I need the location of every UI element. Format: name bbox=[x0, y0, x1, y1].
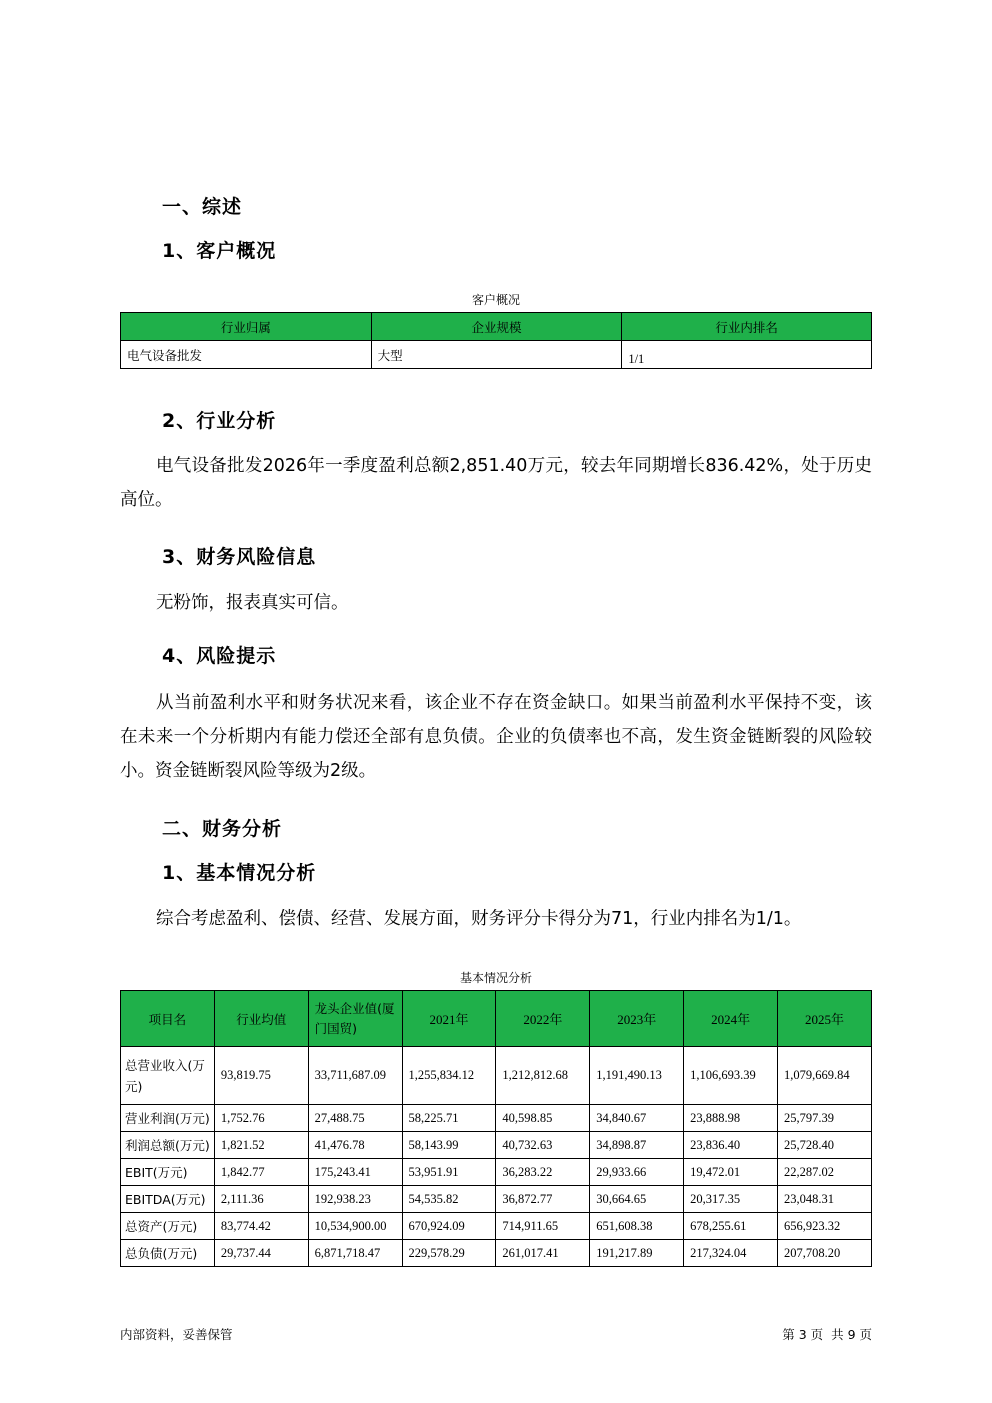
customer-overview-table bbox=[120, 312, 872, 369]
table-header-row bbox=[121, 991, 872, 1047]
table-header-cell: 龙头企业值(厦门国贸) bbox=[308, 991, 402, 1047]
table-cell: 191,217.89 bbox=[590, 1240, 684, 1267]
table-cell: 1,079,669.84 bbox=[778, 1047, 872, 1105]
footer-page-number: 第 3 页 共 9 页 bbox=[782, 1327, 872, 1342]
table-cell: 34,898.87 bbox=[590, 1132, 684, 1159]
table-cell: 22,287.02 bbox=[778, 1159, 872, 1186]
table-cell: 41,476.78 bbox=[308, 1132, 402, 1159]
table-row bbox=[121, 1186, 872, 1213]
table-header-cell: 2022年 bbox=[496, 991, 590, 1047]
table-cell: 53,951.91 bbox=[402, 1159, 496, 1186]
table-cell: 1/1 bbox=[622, 341, 872, 369]
table-cell: 40,598.85 bbox=[496, 1105, 590, 1132]
table-cell: 23,836.40 bbox=[684, 1132, 778, 1159]
table-cell: 25,797.39 bbox=[778, 1105, 872, 1132]
row-label: 营业利润(万元) bbox=[121, 1105, 215, 1132]
table-cell: 大型 bbox=[371, 341, 622, 369]
table-cell: 656,923.32 bbox=[778, 1213, 872, 1240]
table-cell: 6,871,718.47 bbox=[308, 1240, 402, 1267]
table-row bbox=[121, 1213, 872, 1240]
table-cell: 192,938.23 bbox=[308, 1186, 402, 1213]
subheading-basic-analysis: 1、基本情况分析 bbox=[162, 862, 317, 884]
table-cell: 27,488.75 bbox=[308, 1105, 402, 1132]
table-header-cell: 2021年 bbox=[402, 991, 496, 1047]
table-cell: 1,821.52 bbox=[214, 1132, 308, 1159]
table-row bbox=[121, 1240, 872, 1267]
table-cell: 651,608.38 bbox=[590, 1213, 684, 1240]
industry-analysis-text: 电气设备批发2026年一季度盈利总额2,851.40万元，较去年同期增长836.42%，处于历史高位。 bbox=[120, 456, 872, 510]
table-cell: 30,664.65 bbox=[590, 1186, 684, 1213]
table-header-cell: 行业均值 bbox=[214, 991, 308, 1047]
table-header-cell: 2025年 bbox=[778, 991, 872, 1047]
table-cell: 229,578.29 bbox=[402, 1240, 496, 1267]
table-cell: 40,732.63 bbox=[496, 1132, 590, 1159]
table-cell: 217,324.04 bbox=[684, 1240, 778, 1267]
table-cell: 19,472.01 bbox=[684, 1159, 778, 1186]
table-cell: 34,840.67 bbox=[590, 1105, 684, 1132]
table-cell: 33,711,687.09 bbox=[308, 1047, 402, 1105]
table-row bbox=[121, 1159, 872, 1186]
table-cell: 36,283.22 bbox=[496, 1159, 590, 1186]
table-cell: 261,017.41 bbox=[496, 1240, 590, 1267]
subheading-industry-analysis: 2、行业分析 bbox=[162, 410, 277, 432]
table-cell: 10,534,900.00 bbox=[308, 1213, 402, 1240]
row-label: EBITDA(万元) bbox=[121, 1186, 215, 1213]
table-cell: 58,225.71 bbox=[402, 1105, 496, 1132]
subheading-financial-risk: 3、财务风险信息 bbox=[162, 546, 317, 568]
section-heading-overview: 一、综述 bbox=[162, 196, 243, 218]
table-row bbox=[121, 1132, 872, 1159]
subheading-customer-overview: 1、客户概况 bbox=[162, 240, 277, 262]
table-cell: 29,737.44 bbox=[214, 1240, 308, 1267]
table-cell: 20,317.35 bbox=[684, 1186, 778, 1213]
table-row bbox=[121, 341, 872, 369]
row-label: 利润总额(万元) bbox=[121, 1132, 215, 1159]
table2-caption: 基本情况分析 bbox=[459, 971, 532, 985]
basic-analysis-table bbox=[120, 990, 872, 1267]
table-header-cell: 2024年 bbox=[684, 991, 778, 1047]
footer-confidential-note: 内部资料，妥善保管 bbox=[120, 1327, 233, 1342]
table-cell: 1,752.76 bbox=[214, 1105, 308, 1132]
row-label: EBIT(万元) bbox=[121, 1159, 215, 1186]
table-cell: 54,535.82 bbox=[402, 1186, 496, 1213]
table-row bbox=[121, 1105, 872, 1132]
table-cell: 93,819.75 bbox=[214, 1047, 308, 1105]
table-cell: 29,933.66 bbox=[590, 1159, 684, 1186]
table-cell: 207,708.20 bbox=[778, 1240, 872, 1267]
table-cell: 25,728.40 bbox=[778, 1132, 872, 1159]
row-label: 总营业收入(万元) bbox=[121, 1047, 215, 1105]
table-cell: 670,924.09 bbox=[402, 1213, 496, 1240]
table-cell: 1,842.77 bbox=[214, 1159, 308, 1186]
row-label: 总资产(万元) bbox=[121, 1213, 215, 1240]
table-cell: 23,888.98 bbox=[684, 1105, 778, 1132]
table-cell: 1,255,834.12 bbox=[402, 1047, 496, 1105]
table-header-row bbox=[121, 313, 872, 341]
table-cell: 58,143.99 bbox=[402, 1132, 496, 1159]
risk-warning-text: 从当前盈利水平和财务状况来看，该企业不存在资金缺口。如果当前盈利水平保持不变，该在未来一个分析期内有能力偿还全部有息负债。企业的负债率也不高，发生资金链断裂的风险较小。资金链断裂风险等级为2级。 bbox=[120, 693, 872, 781]
table-cell: 36,872.77 bbox=[496, 1186, 590, 1213]
table-header-cell: 项目名 bbox=[121, 991, 215, 1047]
table-row bbox=[121, 1047, 872, 1105]
financial-risk-text: 无粉饰，报表真实可信。 bbox=[156, 593, 349, 613]
table-cell: 175,243.41 bbox=[308, 1159, 402, 1186]
basic-analysis-text: 综合考虑盈利、偿债、经营、发展方面，财务评分卡得分为71，行业内排名为1/1。 bbox=[156, 909, 802, 929]
table-cell: 23,048.31 bbox=[778, 1186, 872, 1213]
table-cell: 2,111.36 bbox=[214, 1186, 308, 1213]
table-header-cell: 2023年 bbox=[590, 991, 684, 1047]
table-cell: 1,191,490.13 bbox=[590, 1047, 684, 1105]
table-cell: 1,212,812.68 bbox=[496, 1047, 590, 1105]
table-header-cell: 企业规模 bbox=[371, 313, 622, 341]
table-cell: 678,255.61 bbox=[684, 1213, 778, 1240]
section-heading-financial-analysis: 二、财务分析 bbox=[162, 818, 283, 840]
table-header-cell: 行业内排名 bbox=[622, 313, 872, 341]
table-cell: 83,774.42 bbox=[214, 1213, 308, 1240]
table-cell: 1,106,693.39 bbox=[684, 1047, 778, 1105]
subheading-risk-warning: 4、风险提示 bbox=[162, 645, 277, 667]
table-header-cell: 行业归属 bbox=[121, 313, 372, 341]
table-cell: 714,911.65 bbox=[496, 1213, 590, 1240]
table1-caption: 客户概况 bbox=[471, 293, 520, 307]
table-cell: 电气设备批发 bbox=[121, 341, 372, 369]
row-label: 总负债(万元) bbox=[121, 1240, 215, 1267]
